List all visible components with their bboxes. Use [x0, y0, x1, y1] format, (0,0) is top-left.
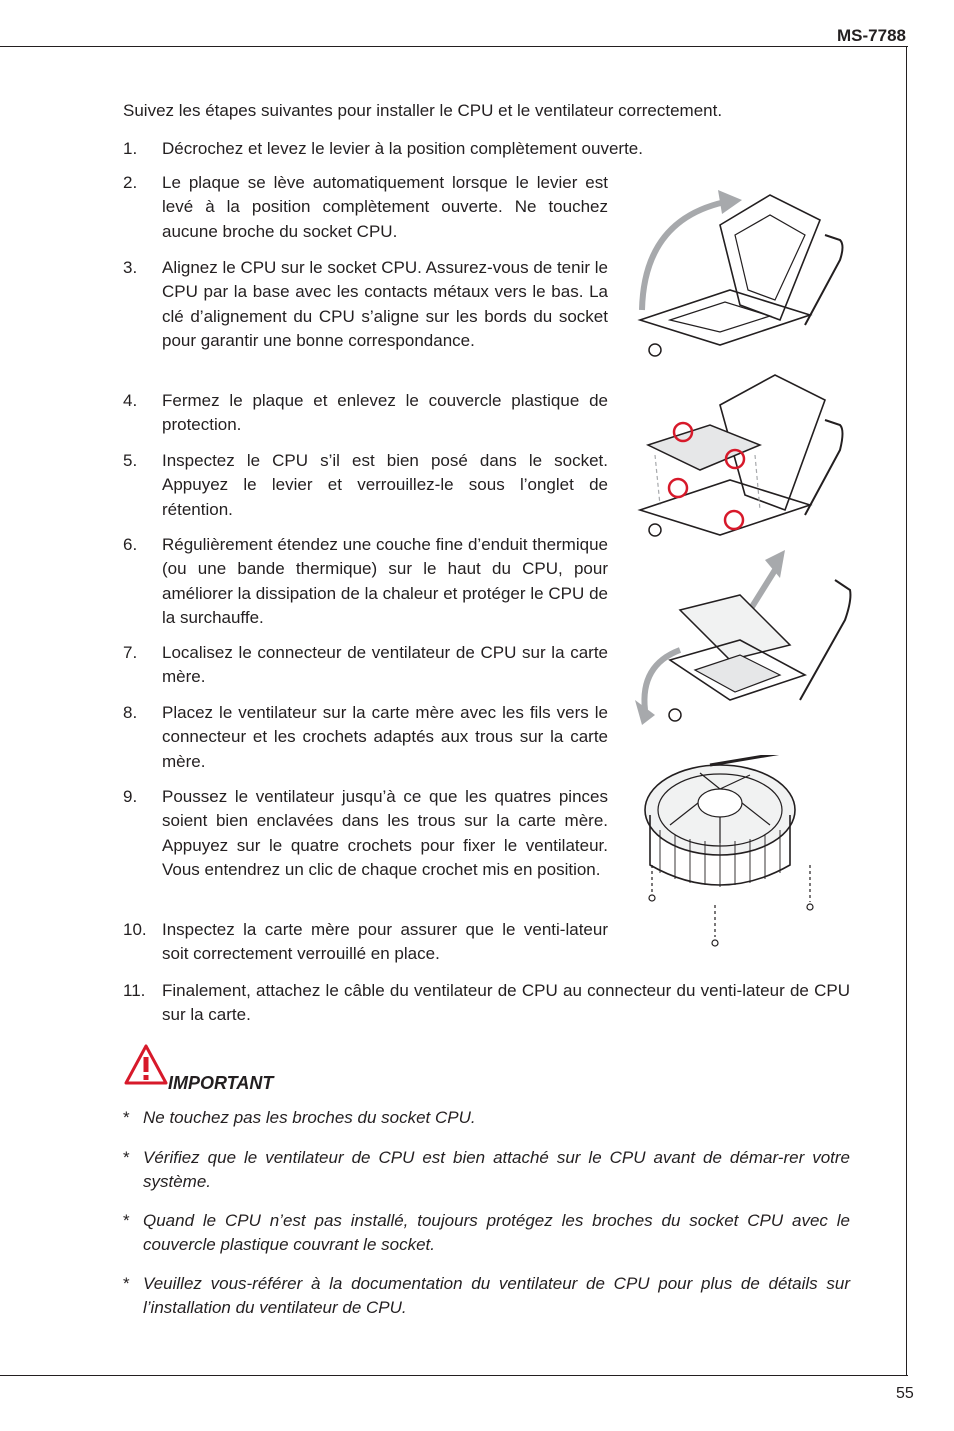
bullet-star: * [123, 1211, 130, 1230]
fan-hub [698, 789, 742, 817]
step-10 [123, 918, 608, 967]
step-number: 6. [123, 535, 138, 554]
socket-open-illustration [630, 180, 855, 360]
important-note [123, 1209, 850, 1258]
step-number: 10. [123, 920, 147, 939]
note-text: Ne touchez pas les broches du socket CPU. [143, 1108, 476, 1127]
step-3 [123, 256, 608, 353]
page-number: 55 [896, 1385, 914, 1402]
step-text: Alignez le CPU sur le socket CPU. Assurez-vous de tenir le CPU par la base avec les contacts métaux vers le bas. La clé d’alignement du CPU s’aligne sur les bords du socket pour garantir une bonne correspondance. [162, 258, 608, 350]
step-text: Finalement, attachez le câble du ventilateur de CPU au connecteur du venti-lateur de CPU sur la carte. [162, 981, 850, 1025]
bullet-star: * [123, 1148, 130, 1167]
important-note [123, 1106, 850, 1130]
bullet-star: * [123, 1274, 130, 1293]
step-6 [123, 533, 608, 630]
step-number: 7. [123, 643, 138, 662]
step-1 [123, 137, 843, 161]
step-11 [123, 979, 850, 1028]
bullet-star: * [123, 1108, 130, 1127]
step-5 [123, 449, 608, 522]
lift-arrow [642, 202, 725, 310]
intro-text: Suivez les étapes suivantes pour installer le CPU et le ventilateur correctement. [123, 101, 723, 120]
step-text: Poussez le ventilateur jusqu’à ce que les quatres pinces soient bien enclavées dans les trous sur la carte mère. Appuyez sur le quatre crochets pour fixer le ventilateur. Vous entendrez un clic de chaque crochet mis en position. [162, 787, 608, 879]
header-rule [0, 46, 908, 47]
plastic-cover [680, 595, 790, 660]
footer-rule [0, 1375, 908, 1376]
step-text: Inspectez le CPU s’il est bien posé dans le socket. Appuyez le levier et verrouillez-le sous l’onglet de rétention. [162, 451, 608, 519]
step-text: Inspectez la carte mère pour assurer que le venti-lateur soit correctement verrouillé en place. [162, 920, 608, 964]
step-text: Localisez le connecteur de ventilateur de CPU sur la carte mère. [162, 643, 608, 687]
note-text: Vérifiez que le ventilateur de CPU est bien attaché sur le CPU avant de démar-rer votre système. [143, 1148, 850, 1192]
cpu-placement-illustration [630, 365, 855, 545]
step-text: Le plaque se lève automatiquement lorsque le levier est levé à la position complètement ouverte. Ne touchez aucune broche du socket CPU. [162, 173, 608, 241]
warning-triangle-icon [124, 1043, 168, 1087]
step-9 [123, 785, 608, 882]
step-number: 4. [123, 391, 138, 410]
step-number: 3. [123, 258, 138, 277]
step-text: Décrochez et levez le levier à la position complètement ouverte. [162, 139, 643, 158]
note-text: Quand le CPU n’est pas installé, toujours protégez les broches du socket CPU avec le couvercle plastique couvrant le socket. [143, 1211, 850, 1255]
note-text: Veuillez vous-référer à la documentation du ventilateur de CPU pour plus de détails sur l’installation du ventilateur de CPU. [143, 1274, 850, 1318]
model-name: MS-7788 [837, 26, 906, 45]
important-note [123, 1146, 850, 1195]
cpu-fan-illustration [640, 755, 820, 950]
step-number: 8. [123, 703, 138, 722]
alignment-marker [669, 479, 687, 497]
important-note [123, 1272, 850, 1321]
important-title: IMPORTANT [168, 1073, 274, 1093]
step-8 [123, 701, 608, 774]
step-text: Placez le ventilateur sur la carte mère avec les fils vers le connecteur et les crochets adaptés aux trous sur la carte mère. [162, 703, 608, 771]
step-2 [123, 171, 608, 244]
step-4 [123, 389, 608, 438]
right-margin-rule [906, 46, 907, 1376]
step-number: 11. [123, 981, 146, 1000]
step-7 [123, 641, 608, 690]
step-number: 1. [123, 139, 138, 158]
step-number: 2. [123, 173, 138, 192]
step-text: Fermez le plaque et enlevez le couvercle plastique de protection. [162, 391, 608, 435]
step-number: 9. [123, 787, 138, 806]
alignment-marker [725, 511, 743, 529]
step-number: 5. [123, 451, 138, 470]
step-text: Régulièrement étendez une couche fine d’enduit thermique (ou une bande thermique) sur le haut du CPU, pour améliorer la dissipation de la chaleur et protéger le CPU de la surchauffe. [162, 535, 608, 627]
arrowhead-icon [718, 190, 742, 214]
close-plate-illustration [630, 550, 855, 730]
remove-arrow [750, 570, 775, 610]
